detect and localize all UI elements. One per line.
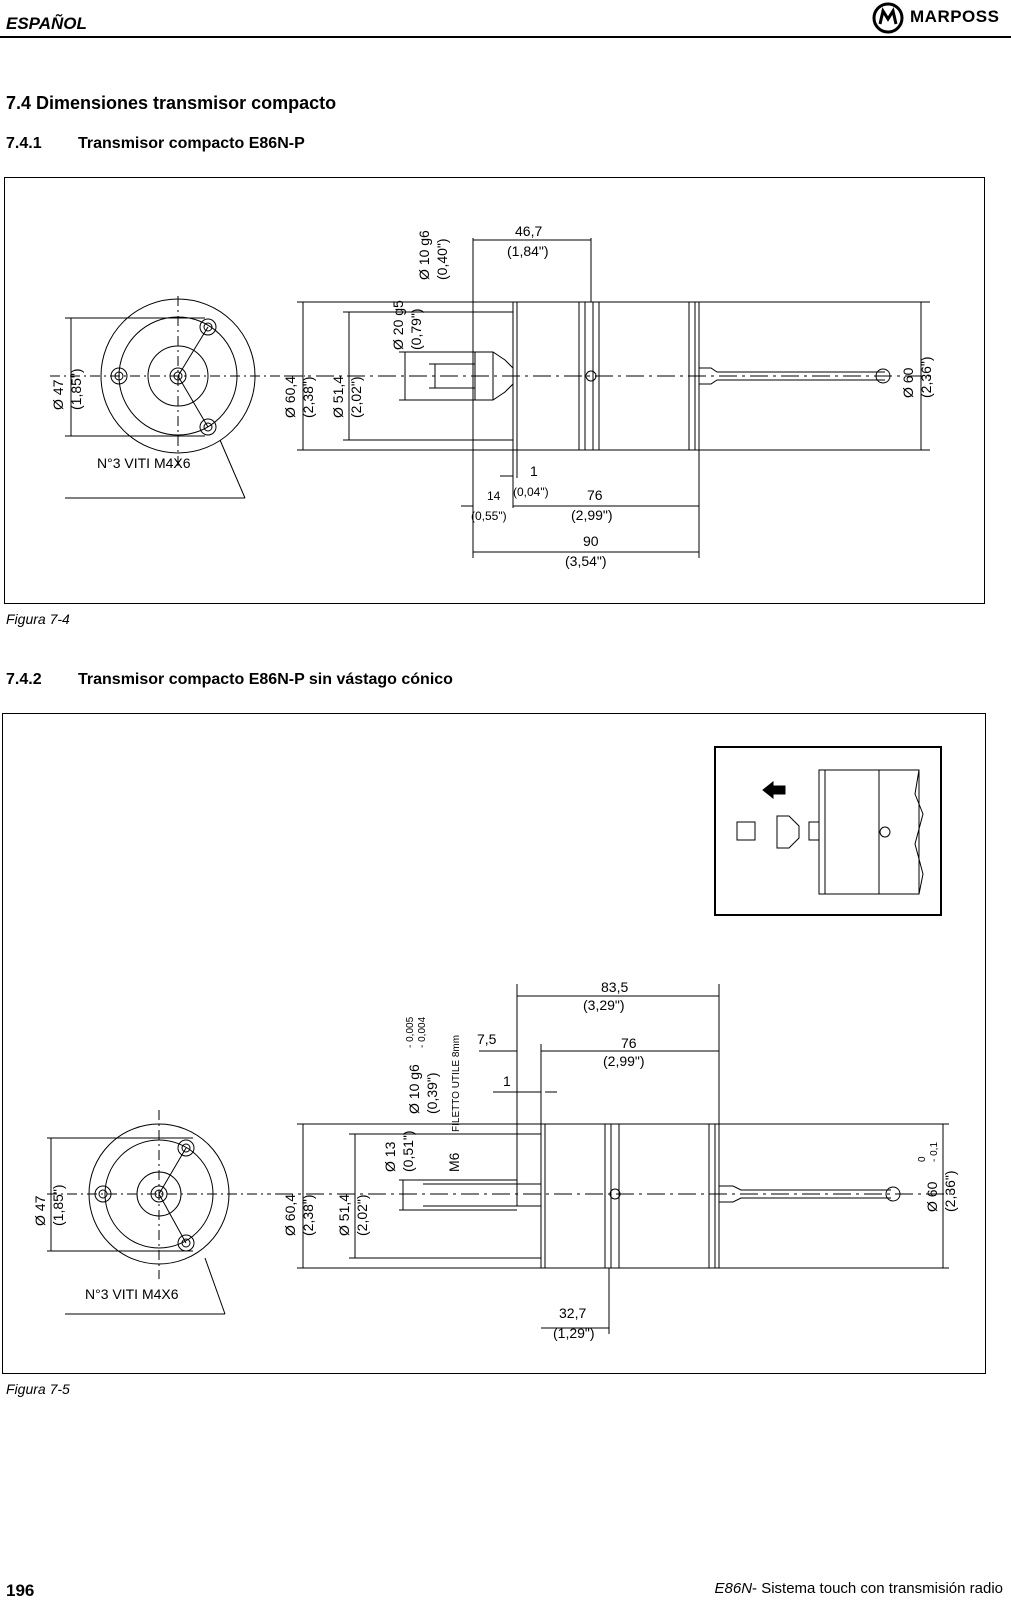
fig2-d60-inch: (2,36") (942, 1170, 958, 1212)
fig2-tol60-lower: - 0,1 (929, 1141, 940, 1162)
fig1-d604-inch: (2,38") (300, 376, 316, 418)
footer-doc-model: E86N (714, 1580, 753, 1597)
fig1-l14-inch: (0,55") (471, 509, 507, 523)
fig1-d514-inch: (2,02") (348, 376, 364, 418)
fig1-l90-inch: (3,54") (565, 553, 607, 569)
subsection-2-number: 7.4.2 (6, 671, 42, 688)
figure-7-4-caption: Figura 7-4 (6, 611, 70, 627)
fig1-l76-inch: (2,99") (571, 507, 613, 523)
fig2-l75: 7,5 (477, 1031, 497, 1047)
fig2-d514-inch: (2,02") (354, 1194, 370, 1236)
fig1-d47-inch: (1,85") (68, 368, 84, 410)
fig1-d20: Ø 20 g5 (390, 300, 406, 350)
fig2-tol60-upper: 0 (917, 1156, 928, 1162)
fig1-d10-inch: (0,40") (434, 238, 450, 280)
fig1-d10: Ø 10 g6 (416, 230, 432, 280)
figure-7-4-drawing (5, 178, 986, 605)
fig1-l1-inch: (0,04") (513, 485, 549, 499)
fig1-d47: Ø 47 (50, 379, 66, 410)
fig2-d13-inch: (0,51") (400, 1130, 416, 1172)
fig2-l1: 1 (503, 1073, 511, 1089)
subsection-1-number: 7.4.1 (6, 135, 42, 152)
fig2-d10: Ø 10 g6 (406, 1064, 422, 1114)
brand-name: MARPOSS (910, 7, 1000, 26)
footer-doc-title (715, 1580, 1003, 1597)
fig2-d604-inch: (2,38") (300, 1194, 316, 1236)
fig2-l327-inch: (1,29") (553, 1325, 595, 1341)
header-language: ESPAÑOL (6, 14, 87, 33)
fig2-m6: M6 (446, 1152, 462, 1172)
fig2-l835: 83,5 (601, 979, 629, 995)
fig2-d47-inch: (1,85") (50, 1184, 66, 1226)
fig2-d13: Ø 13 (382, 1141, 398, 1172)
fig2-l327: 32,7 (559, 1305, 587, 1321)
subsection-1-title: Transmisor compacto E86N-P (78, 135, 305, 152)
fig1-d60: Ø 60 (900, 367, 916, 398)
fig2-thread-label: FILETTO UTILE 8mm (451, 1034, 462, 1132)
header-rule (0, 36, 1011, 38)
fig2-tol-lower: - 0,004 (417, 1016, 428, 1048)
fig2-l76: 76 (621, 1035, 637, 1051)
fig2-l835-inch: (3,29") (583, 997, 625, 1013)
footer-doc-subtitle: - Sistema touch con transmisión radio (752, 1580, 1003, 1597)
subsection-2-title: Transmisor compacto E86N-P sin vástago cónico (78, 671, 453, 688)
fig2-d60: Ø 60 (924, 1181, 940, 1212)
fig1-d20-inch: (0,79") (408, 308, 424, 350)
fig1-l90: 90 (583, 533, 599, 549)
fig1-l14: 14 (487, 489, 501, 503)
fig1-d604: Ø 60,4 (282, 375, 298, 418)
section-title: 7.4 Dimensiones transmisor compacto (6, 93, 337, 113)
fig2-d47: Ø 47 (32, 1195, 48, 1226)
fig2-tol-upper: - 0,005 (405, 1016, 416, 1048)
figure-7-4-frame (4, 177, 985, 604)
fig1-l76: 76 (587, 487, 603, 503)
fig1-d514: Ø 51,4 (330, 375, 346, 418)
fig1-l467-inch: (1,84") (507, 243, 549, 259)
fig2-screws-label: N°3 VITI M4X6 (85, 1286, 179, 1302)
fig1-l467: 46,7 (515, 223, 543, 239)
figure-7-5-caption: Figura 7-5 (6, 1381, 70, 1397)
figure-7-5-frame (2, 713, 986, 1374)
fig1-d60-inch: (2,36") (918, 356, 934, 398)
fig2-d514: Ø 51,4 (336, 1193, 352, 1236)
fig1-l1: 1 (530, 463, 538, 479)
fig2-d10-inch: (0,39") (424, 1072, 440, 1114)
fig2-d604: Ø 60,4 (282, 1193, 298, 1236)
page-number: 196 (6, 1581, 35, 1600)
fig2-l76-inch: (2,99") (603, 1053, 645, 1069)
figure-7-5-drawing (3, 714, 987, 1375)
fig1-screws-label: N°3 VITI M4X6 (97, 455, 191, 471)
